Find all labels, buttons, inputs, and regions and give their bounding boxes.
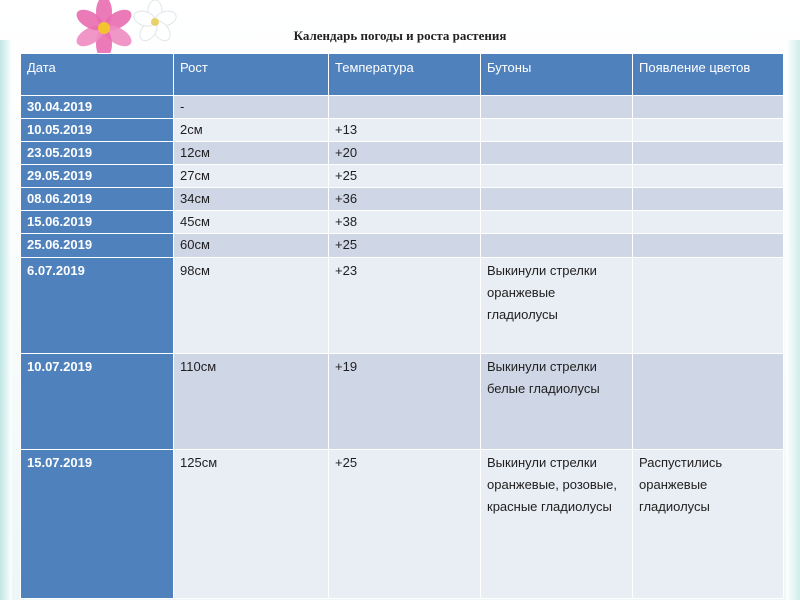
cell-growth: 2см bbox=[174, 119, 329, 142]
table-row bbox=[21, 165, 784, 188]
cell-date: 10.07.2019 bbox=[21, 353, 174, 449]
table-row bbox=[21, 142, 784, 165]
cell-date: 29.05.2019 bbox=[21, 165, 174, 188]
cell-flowers: Распустились оранжевые гладиолусы bbox=[633, 450, 784, 599]
cell-temperature: +13 bbox=[329, 119, 481, 142]
cell-buds bbox=[481, 96, 633, 119]
cell-buds bbox=[481, 165, 633, 188]
cell-date: 15.06.2019 bbox=[21, 211, 174, 234]
cell-date: 6.07.2019 bbox=[21, 257, 174, 353]
table-header-row bbox=[21, 54, 784, 96]
cell-flowers bbox=[633, 165, 784, 188]
cell-date: 15.07.2019 bbox=[21, 450, 174, 599]
cell-growth: 125см bbox=[174, 450, 329, 599]
cell-flowers bbox=[633, 96, 784, 119]
cell-growth: 34см bbox=[174, 188, 329, 211]
table-row bbox=[21, 234, 784, 257]
cell-date: 30.04.2019 bbox=[21, 96, 174, 119]
cell-date: 10.05.2019 bbox=[21, 119, 174, 142]
cell-buds: Выкинули стрелки белые гладиолусы bbox=[481, 353, 633, 449]
table-row bbox=[21, 353, 784, 449]
cell-flowers bbox=[633, 142, 784, 165]
cell-growth: 27см bbox=[174, 165, 329, 188]
cell-growth: 110см bbox=[174, 353, 329, 449]
header-date: Дата bbox=[21, 54, 174, 96]
cell-flowers bbox=[633, 234, 784, 257]
slide-right-edge bbox=[786, 40, 800, 600]
table-row bbox=[21, 450, 784, 599]
cell-buds bbox=[481, 119, 633, 142]
header-buds: Бутоны bbox=[481, 54, 633, 96]
cell-buds bbox=[481, 188, 633, 211]
page-title: Календарь погоды и роста растения bbox=[293, 28, 507, 43]
cell-buds bbox=[481, 211, 633, 234]
table-row bbox=[21, 257, 784, 353]
cell-date: 25.06.2019 bbox=[21, 234, 174, 257]
cell-temperature: +23 bbox=[329, 257, 481, 353]
cell-date: 23.05.2019 bbox=[21, 142, 174, 165]
table-row bbox=[21, 211, 784, 234]
table-row bbox=[21, 96, 784, 119]
cell-buds bbox=[481, 142, 633, 165]
header-flowers: Появление цветов bbox=[633, 54, 784, 96]
cell-buds: Выкинули стрелки оранжевые, розовые, красные гладиолусы bbox=[481, 450, 633, 599]
cell-growth: - bbox=[174, 96, 329, 119]
cell-flowers bbox=[633, 188, 784, 211]
cell-growth: 98см bbox=[174, 257, 329, 353]
cell-date: 08.06.2019 bbox=[21, 188, 174, 211]
slide-left-edge bbox=[0, 40, 12, 600]
cell-growth: 12см bbox=[174, 142, 329, 165]
cell-flowers bbox=[633, 119, 784, 142]
cell-temperature: +36 bbox=[329, 188, 481, 211]
table-row bbox=[21, 188, 784, 211]
cell-buds: Выкинули стрелки оранжевые гладиолусы bbox=[481, 257, 633, 353]
cell-flowers bbox=[633, 353, 784, 449]
cell-growth: 60см bbox=[174, 234, 329, 257]
cell-flowers bbox=[633, 211, 784, 234]
table-row bbox=[21, 119, 784, 142]
cell-growth: 45см bbox=[174, 211, 329, 234]
cell-temperature: +20 bbox=[329, 142, 481, 165]
cell-flowers bbox=[633, 257, 784, 353]
cell-temperature: +19 bbox=[329, 353, 481, 449]
cell-buds bbox=[481, 234, 633, 257]
header-temperature: Температура bbox=[329, 54, 481, 96]
cell-temperature: +38 bbox=[329, 211, 481, 234]
cell-temperature: +25 bbox=[329, 165, 481, 188]
cell-temperature: +25 bbox=[329, 450, 481, 599]
cell-temperature: +25 bbox=[329, 234, 481, 257]
weather-growth-table bbox=[20, 53, 784, 599]
cell-temperature bbox=[329, 96, 481, 119]
header-growth: Рост bbox=[174, 54, 329, 96]
